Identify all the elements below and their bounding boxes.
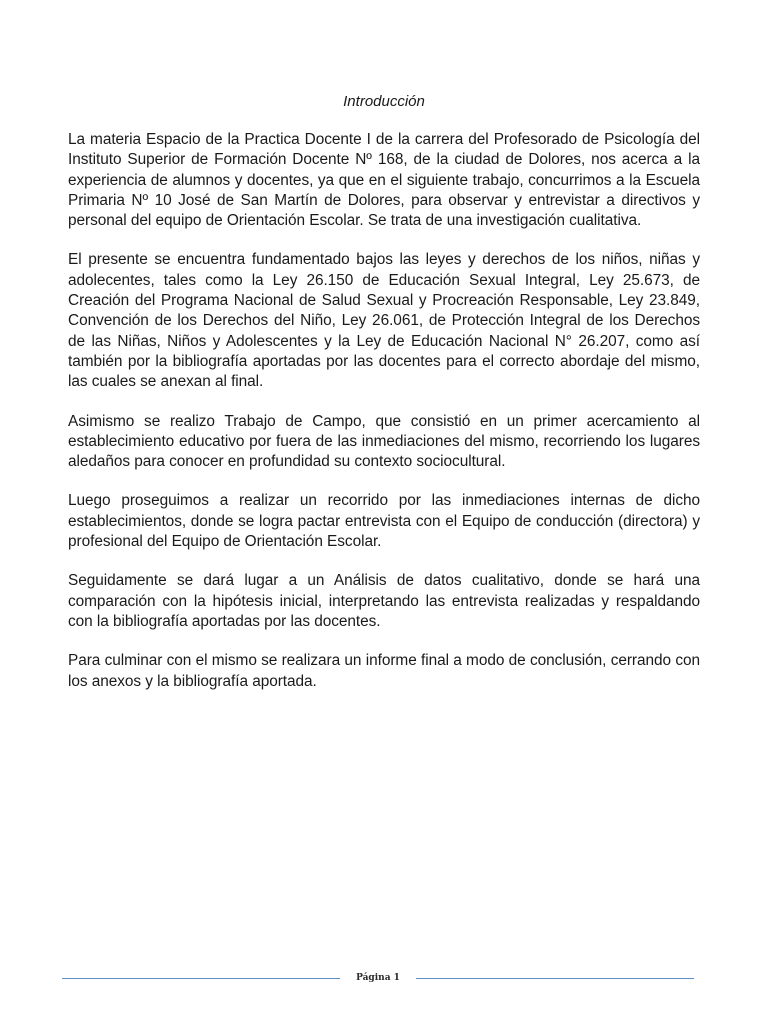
document-body (68, 130, 700, 711)
page-title: Introducción (343, 93, 425, 110)
page-footer (62, 968, 694, 988)
paragraph-5: Seguidamente se dará lugar a un Análisis de datos cualitativo, donde se hará una comparación con la hipótesis inicial, interpretando las entrevista realizadas y respaldando con la bibliografía aportadas por las docentes. (68, 572, 700, 630)
paragraph-3: Asimismo se realizo Trabajo de Campo, que consistió en un primer acercamiento al establecimiento educativo por fuera de las inmediaciones del mismo, recorriendo los lugares aledaños para conocer en profundidad su contexto sociocultural. (68, 412, 700, 471)
paragraph-4: Luego proseguimos a realizar un recorrido por las inmediaciones internas de dicho establecimientos, donde se logra pactar entrevista con el Equipo de conducción (directora) y profesional del Equipo de Orientación Escolar. (68, 492, 700, 551)
footer-rule-right (416, 978, 694, 979)
footer-rule-left (62, 978, 340, 979)
page-number: Página 1 (356, 973, 400, 983)
paragraph-2: El presente se encuentra fundamentado bajos las leyes y derechos de los niños, niñas y adolecentes, tales como la Ley 26.150 de Educación Sexual Integral, Ley 25.673, de Creación del Programa Nacional de Salud Sexual y Procreación Responsable, Ley 23.849, Convención de los Derechos del Niño, Ley 26.061, de Protección Integral de los Derechos de las Niñas, Niños y Adolescentes y la Ley de Educación Nacional N° 26.207, como así también por la bibliografía aportadas por las docentes para el correcto abordaje del mismo, las cuales se anexan al final. (68, 251, 700, 391)
paragraph-6: Para culminar con el mismo se realizara un informe final a modo de conclusión, cerrando con los anexos y la bibliografía aportada. (68, 652, 700, 690)
paragraph-1: La materia Espacio de la Practica Docente I de la carrera del Profesorado de Psicología del Instituto Superior de Formación Docente Nº 168, de la ciudad de Dolores, nos acerca a la experiencia de alumnos y docentes, ya que en el siguiente trabajo, concurrimos a la Escuela Primaria Nº 10 José de San Martín de Dolores, para observar y entrevistar a directivos y personal del equipo de Orientación Escolar. Se trata de una investigación cualitativa. (68, 131, 700, 230)
